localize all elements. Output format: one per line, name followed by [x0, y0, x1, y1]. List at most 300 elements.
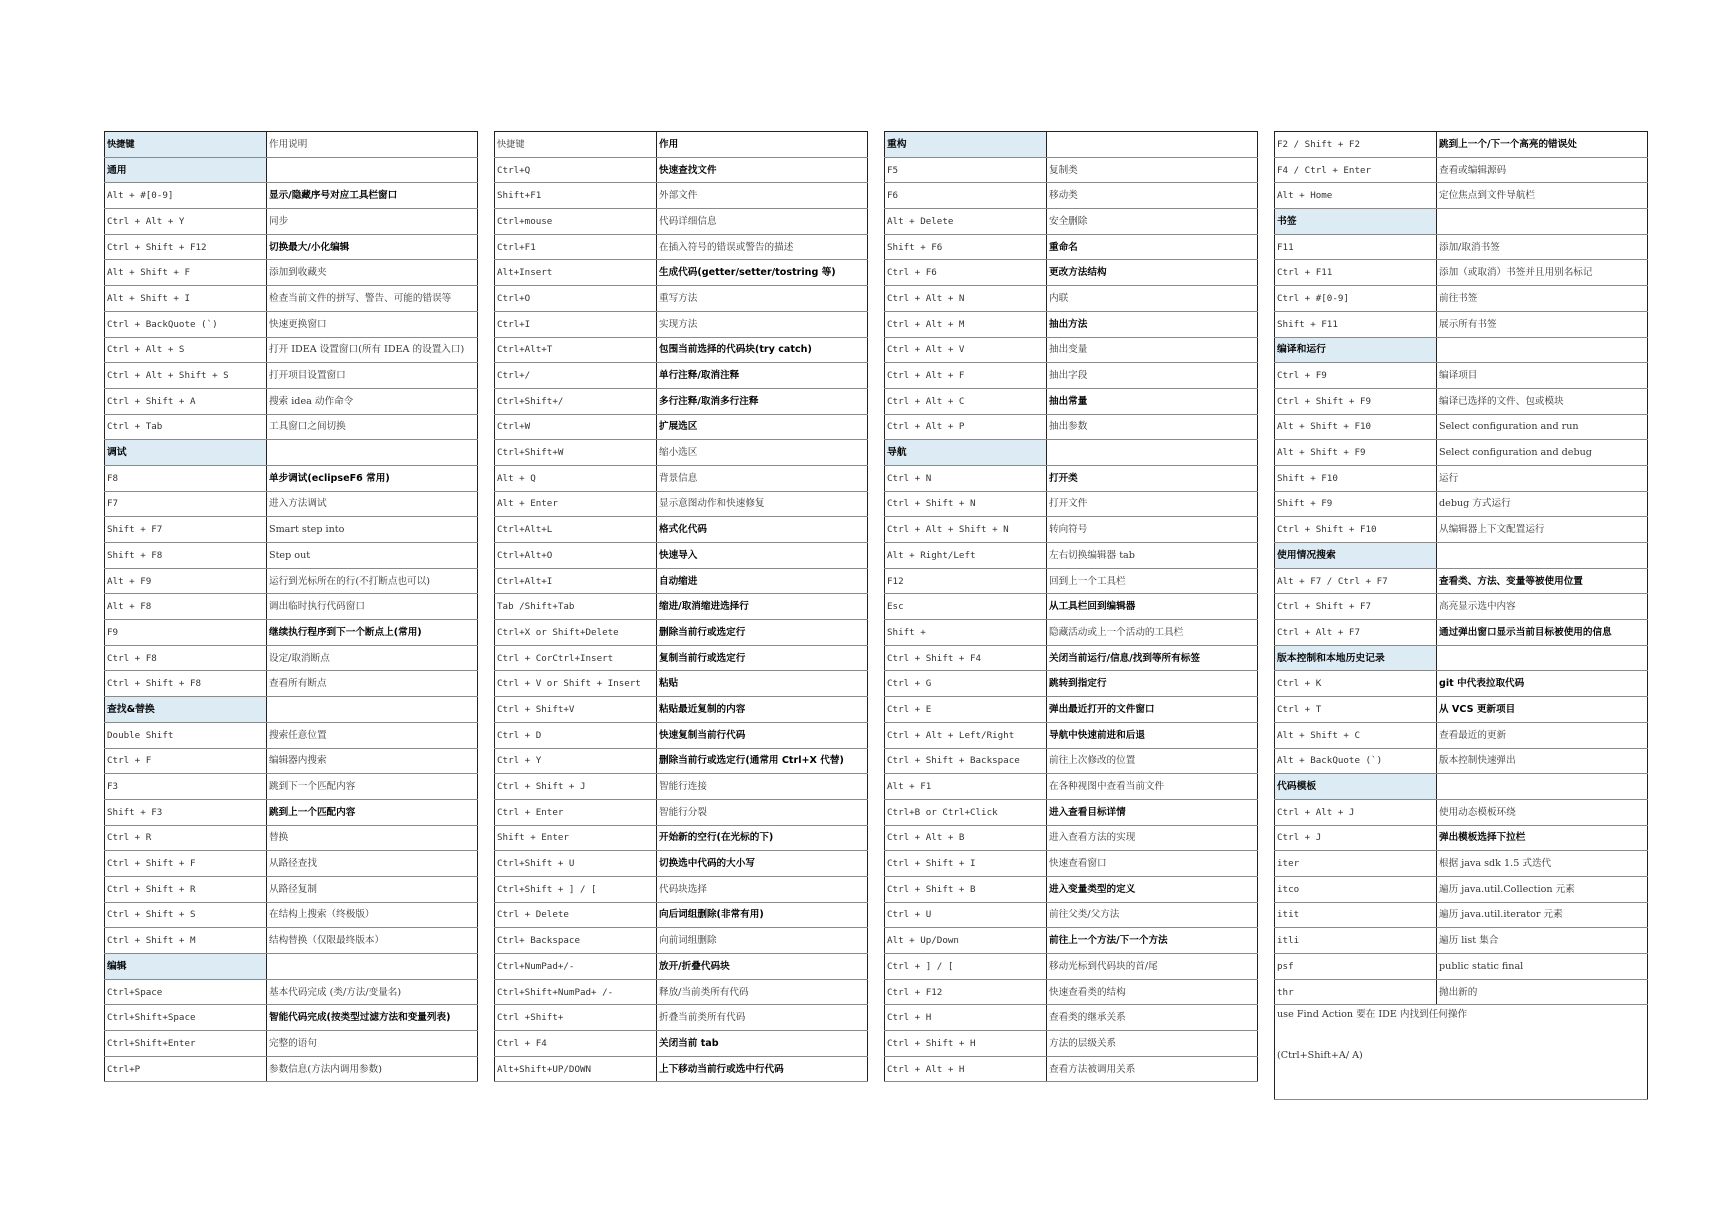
shortcut-description: 进入查看目标详情	[1047, 799, 1258, 825]
shortcut-key: Ctrl + Shift + B	[885, 876, 1047, 902]
header-desc: 作用	[657, 132, 868, 158]
table-row	[885, 491, 1258, 517]
table-row	[885, 671, 1258, 697]
shortcut-description: public static final	[1437, 954, 1648, 980]
shortcut-key: Ctrl + #[0-9]	[1275, 286, 1437, 312]
section-title: 导航	[885, 440, 1047, 466]
table-row	[105, 388, 478, 414]
shortcut-description: 关闭当前运行/信息/找到等所有标签	[1047, 645, 1258, 671]
shortcut-key: Alt + Up/Down	[885, 928, 1047, 954]
shortcut-description: 快速复制当前行代码	[657, 722, 868, 748]
shortcut-description: 抽出字段	[1047, 363, 1258, 389]
shortcut-description: 抽出常量	[1047, 388, 1258, 414]
table-row	[1275, 697, 1648, 723]
table-row	[1275, 620, 1648, 646]
shortcut-key: F9	[105, 620, 267, 646]
shortcut-table-4	[1274, 131, 1648, 1100]
table-row	[105, 465, 478, 491]
table-row	[1275, 234, 1648, 260]
shortcut-description: 从工具栏回到编辑器	[1047, 594, 1258, 620]
table-row	[885, 363, 1258, 389]
table-row	[495, 234, 868, 260]
shortcut-key: Shift +	[885, 620, 1047, 646]
table-row	[1275, 363, 1648, 389]
shortcut-description: 显示/隐藏序号对应工具栏窗口	[267, 183, 478, 209]
table-row	[495, 157, 868, 183]
shortcut-key: Ctrl + Shift + A	[105, 388, 267, 414]
section-title: 书签	[1275, 209, 1437, 235]
table-row	[885, 286, 1258, 312]
shortcut-description: 从编辑器上下文配置运行	[1437, 517, 1648, 543]
shortcut-key: Ctrl+Shift+/	[495, 388, 657, 414]
table-row	[105, 876, 478, 902]
shortcut-description: 复制类	[1047, 157, 1258, 183]
table-row	[885, 645, 1258, 671]
table-row	[885, 748, 1258, 774]
shortcut-key: Alt + Enter	[495, 491, 657, 517]
table-row	[495, 465, 868, 491]
table-row	[885, 517, 1258, 543]
shortcut-description: 从 VCS 更新项目	[1437, 697, 1648, 723]
header-key: F2 / Shift + F2	[1275, 132, 1437, 158]
shortcut-description: 打开项目设置窗口	[267, 363, 478, 389]
table-row	[105, 645, 478, 671]
table-row	[105, 799, 478, 825]
shortcut-description: 切换最大/小化编辑	[267, 234, 478, 260]
table-row	[885, 414, 1258, 440]
shortcut-key: Ctrl + U	[885, 902, 1047, 928]
shortcut-description: 搜索任意位置	[267, 722, 478, 748]
shortcut-key: F4 / Ctrl + Enter	[1275, 157, 1437, 183]
table-row	[495, 697, 868, 723]
shortcut-description: 抛出新的	[1437, 979, 1648, 1005]
shortcut-key: F11	[1275, 234, 1437, 260]
shortcut-key: iter	[1275, 851, 1437, 877]
shortcut-key: Ctrl + Shift + Backspace	[885, 748, 1047, 774]
table-row	[495, 183, 868, 209]
shortcut-key: Ctrl + Shift + H	[885, 1031, 1047, 1057]
shortcut-key: Ctrl+NumPad+/-	[495, 954, 657, 980]
shortcut-key: Ctrl+O	[495, 286, 657, 312]
shortcut-description: 左右切换编辑器 tab	[1047, 543, 1258, 569]
shortcut-key: Ctrl + Alt + H	[885, 1056, 1047, 1082]
shortcut-description: 开始新的空行(在光标的下)	[657, 825, 868, 851]
shortcut-description: 多行注释/取消多行注释	[657, 388, 868, 414]
shortcut-description: 删除当前行或选定行(通常用 Ctrl+X 代替)	[657, 748, 868, 774]
shortcut-description: 缩小选区	[657, 440, 868, 466]
table-row	[1275, 157, 1648, 183]
shortcut-key: Ctrl+P	[105, 1056, 267, 1082]
shortcut-description: 折叠当前类所有代码	[657, 1005, 868, 1031]
shortcut-key: Tab /Shift+Tab	[495, 594, 657, 620]
shortcut-key: Ctrl + Alt + Left/Right	[885, 722, 1047, 748]
note-line-1: use Find Action 要在 IDE 内找到任何操作	[1277, 1009, 1468, 1021]
shortcut-key: Alt + Shift + I	[105, 286, 267, 312]
table-row	[495, 928, 868, 954]
table-row	[1275, 183, 1648, 209]
table-row	[495, 979, 868, 1005]
shortcut-key: Ctrl + Alt + F7	[1275, 620, 1437, 646]
shortcut-description: 实现方法	[657, 311, 868, 337]
table-header-row	[885, 132, 1258, 158]
shortcut-description: 高亮显示选中内容	[1437, 594, 1648, 620]
shortcut-description: 查看或编辑源码	[1437, 157, 1648, 183]
shortcut-key: Shift + F3	[105, 799, 267, 825]
table-row	[495, 620, 868, 646]
table-row	[885, 1005, 1258, 1031]
table-row	[105, 748, 478, 774]
shortcut-key: Alt + F1	[885, 774, 1047, 800]
shortcut-key: Ctrl + Shift + M	[105, 928, 267, 954]
shortcut-key: Ctrl + Alt + Y	[105, 209, 267, 235]
shortcut-table-1	[104, 131, 478, 1082]
table-row	[495, 260, 868, 286]
shortcut-key: Ctrl+I	[495, 311, 657, 337]
section-title: 使用情况搜索	[1275, 543, 1437, 569]
table-row	[1275, 517, 1648, 543]
table-row	[105, 517, 478, 543]
shortcut-description: 向后词组删除(非常有用)	[657, 902, 868, 928]
table-row	[105, 414, 478, 440]
shortcut-key: Shift + F11	[1275, 311, 1437, 337]
shortcut-key: Ctrl + Shift + F9	[1275, 388, 1437, 414]
table-row	[495, 1031, 868, 1057]
table-row	[495, 671, 868, 697]
shortcut-key: psf	[1275, 954, 1437, 980]
shortcut-description: 进入方法调试	[267, 491, 478, 517]
table-row	[105, 286, 478, 312]
shortcut-key: Ctrl + Shift + R	[105, 876, 267, 902]
shortcut-description: 导航中快速前进和后退	[1047, 722, 1258, 748]
section-title: 编译和运行	[1275, 337, 1437, 363]
section-title: 调试	[105, 440, 267, 466]
section-blank	[267, 954, 478, 980]
shortcut-description: 包围当前选择的代码块(try catch)	[657, 337, 868, 363]
shortcut-description: 工具窗口之间切换	[267, 414, 478, 440]
shortcut-description: Smart step into	[267, 517, 478, 543]
shortcut-description: 前往父类/父方法	[1047, 902, 1258, 928]
shortcut-key: Ctrl+Shift+W	[495, 440, 657, 466]
shortcut-key: Ctrl + H	[885, 1005, 1047, 1031]
table-row	[495, 311, 868, 337]
shortcut-key: Ctrl + Alt + M	[885, 311, 1047, 337]
shortcut-key: Ctrl + BackQuote (`)	[105, 311, 267, 337]
shortcut-description: 添加到收藏夹	[267, 260, 478, 286]
shortcut-description: 结构替换（仅限最终版本）	[267, 928, 478, 954]
shortcut-key: Alt + F8	[105, 594, 267, 620]
section-row	[1275, 543, 1648, 569]
shortcut-description: 释放/当前类所有代码	[657, 979, 868, 1005]
table-row	[885, 928, 1258, 954]
shortcut-key: F8	[105, 465, 267, 491]
shortcut-key: Alt + #[0-9]	[105, 183, 267, 209]
shortcut-description: 回到上一个工具栏	[1047, 568, 1258, 594]
shortcut-description: 扩展选区	[657, 414, 868, 440]
shortcut-key: Ctrl+Shift + ] / [	[495, 876, 657, 902]
shortcut-description: 前往上次修改的位置	[1047, 748, 1258, 774]
section-blank	[1437, 543, 1648, 569]
shortcut-key: Ctrl+ Backspace	[495, 928, 657, 954]
table-row	[1275, 388, 1648, 414]
table-row	[495, 1005, 868, 1031]
shortcut-description: debug 方式运行	[1437, 491, 1648, 517]
shortcut-key: Ctrl+Alt+I	[495, 568, 657, 594]
shortcut-description: 抽出变量	[1047, 337, 1258, 363]
table-row	[885, 543, 1258, 569]
table-row	[1275, 851, 1648, 877]
section-row	[105, 697, 478, 723]
section-title: 编辑	[105, 954, 267, 980]
shortcut-key: Ctrl + ] / [	[885, 954, 1047, 980]
shortcut-description: 智能代码完成(按类型过滤方法和变量列表)	[267, 1005, 478, 1031]
shortcut-key: Ctrl + F6	[885, 260, 1047, 286]
section-row	[1275, 774, 1648, 800]
shortcut-description: 进入查看方法的实现	[1047, 825, 1258, 851]
shortcut-key: Alt + Home	[1275, 183, 1437, 209]
table-row	[885, 209, 1258, 235]
shortcut-description: 版本控制快速弹出	[1437, 748, 1648, 774]
shortcut-key: Alt + Shift + F10	[1275, 414, 1437, 440]
table-row	[495, 851, 868, 877]
table-row	[105, 363, 478, 389]
shortcut-description: 编译项目	[1437, 363, 1648, 389]
shortcut-description: 显示意图动作和快速修复	[657, 491, 868, 517]
table-row	[495, 414, 868, 440]
shortcut-key: Ctrl+Alt+L	[495, 517, 657, 543]
table-row	[495, 363, 868, 389]
shortcut-description: 遍历 list 集合	[1437, 928, 1648, 954]
shortcut-description: 外部文件	[657, 183, 868, 209]
shortcut-description: 添加/取消书签	[1437, 234, 1648, 260]
shortcut-key: Ctrl+Shift + U	[495, 851, 657, 877]
shortcut-key: Ctrl + Enter	[495, 799, 657, 825]
shortcut-key: Ctrl + Shift + F10	[1275, 517, 1437, 543]
shortcut-key: Ctrl + Shift + F7	[1275, 594, 1437, 620]
table-row	[1275, 568, 1648, 594]
shortcut-description: 删除当前行或选定行	[657, 620, 868, 646]
shortcut-description: 根据 java sdk 1.5 式迭代	[1437, 851, 1648, 877]
shortcut-description: 查看类的继承关系	[1047, 1005, 1258, 1031]
section-blank	[1047, 440, 1258, 466]
table-row	[105, 1005, 478, 1031]
table-row	[495, 337, 868, 363]
shortcut-description: 重写方法	[657, 286, 868, 312]
shortcut-key: Ctrl+B or Ctrl+Click	[885, 799, 1047, 825]
shortcut-key: Ctrl + Alt + S	[105, 337, 267, 363]
shortcut-key: Ctrl + K	[1275, 671, 1437, 697]
table-row	[885, 722, 1258, 748]
table-row	[1275, 722, 1648, 748]
table-row	[495, 286, 868, 312]
table-row	[495, 954, 868, 980]
shortcut-key: Shift + F9	[1275, 491, 1437, 517]
shortcut-key: Alt + BackQuote (`)	[1275, 748, 1437, 774]
table-row	[105, 851, 478, 877]
table-row	[495, 568, 868, 594]
section-blank	[1437, 645, 1648, 671]
shortcut-description: 通过弹出窗口显示当前目标被使用的信息	[1437, 620, 1648, 646]
shortcut-key: Ctrl + Shift + F8	[105, 671, 267, 697]
header-key: 快捷键	[495, 132, 657, 158]
table-row	[495, 748, 868, 774]
table-row	[885, 825, 1258, 851]
table-row	[1275, 748, 1648, 774]
shortcut-key: Ctrl + Alt + F	[885, 363, 1047, 389]
shortcut-key: Alt + Shift + F	[105, 260, 267, 286]
shortcut-key: Ctrl+F1	[495, 234, 657, 260]
table-row	[885, 568, 1258, 594]
shortcut-key: Ctrl + Shift + F	[105, 851, 267, 877]
note-line-2: (Ctrl+Shift+A/ A)	[1277, 1050, 1363, 1062]
table-row	[495, 517, 868, 543]
shortcut-description: 放开/折叠代码块	[657, 954, 868, 980]
shortcut-description: 前往书签	[1437, 286, 1648, 312]
table-row	[105, 774, 478, 800]
shortcut-key: itit	[1275, 902, 1437, 928]
table-row	[105, 491, 478, 517]
shortcut-description: 调出临时执行代码窗口	[267, 594, 478, 620]
table-row	[885, 260, 1258, 286]
table-row	[495, 722, 868, 748]
shortcut-description: 编辑器内搜索	[267, 748, 478, 774]
shortcut-key: Ctrl+Alt+T	[495, 337, 657, 363]
shortcut-description: 上下移动当前行或选中行代码	[657, 1056, 868, 1082]
shortcut-description: 设定/取消断点	[267, 645, 478, 671]
shortcut-key: Ctrl + N	[885, 465, 1047, 491]
shortcut-description: 复制当前行或选定行	[657, 645, 868, 671]
shortcut-key: F3	[105, 774, 267, 800]
find-action-note	[1275, 1005, 1648, 1100]
shortcut-key: Ctrl+Shift+NumPad+ /-	[495, 979, 657, 1005]
table-row	[105, 183, 478, 209]
section-blank	[1437, 774, 1648, 800]
shortcut-key: Double Shift	[105, 722, 267, 748]
shortcut-key: Ctrl + Alt + Shift + S	[105, 363, 267, 389]
header-desc: 作用说明	[267, 132, 478, 158]
table-row	[885, 337, 1258, 363]
section-title: 代码模板	[1275, 774, 1437, 800]
table-row	[885, 902, 1258, 928]
section-title: 查找&替换	[105, 697, 267, 723]
shortcut-description: 在结构上搜索（终极版）	[267, 902, 478, 928]
shortcut-key: Alt + F9	[105, 568, 267, 594]
shortcut-key: Ctrl + Alt + C	[885, 388, 1047, 414]
table-row	[105, 311, 478, 337]
shortcut-description: 转向符号	[1047, 517, 1258, 543]
shortcut-key: Ctrl+W	[495, 414, 657, 440]
table-row	[1275, 260, 1648, 286]
section-title: 重构	[885, 132, 1047, 158]
shortcut-description: 基本代码完成 (类/方法/变量名)	[267, 979, 478, 1005]
shortcut-key: Ctrl + Shift + S	[105, 902, 267, 928]
shortcut-key: Ctrl + CorCtrl+Insert	[495, 645, 657, 671]
section-blank	[1437, 209, 1648, 235]
table-row	[105, 979, 478, 1005]
shortcut-key: Ctrl + Alt + N	[885, 286, 1047, 312]
shortcut-key: Ctrl+/	[495, 363, 657, 389]
shortcut-description: 关闭当前 tab	[657, 1031, 868, 1057]
note-row	[1275, 1005, 1648, 1100]
shortcut-description: 粘贴最近复制的内容	[657, 697, 868, 723]
table-row	[885, 851, 1258, 877]
shortcut-description: 单步调试(eclipseF6 常用)	[267, 465, 478, 491]
table-row	[495, 799, 868, 825]
shortcut-key: Ctrl+Space	[105, 979, 267, 1005]
table-row	[495, 440, 868, 466]
table-row	[495, 774, 868, 800]
shortcut-description: 在各种视图中查看当前文件	[1047, 774, 1258, 800]
shortcut-key: Ctrl + T	[1275, 697, 1437, 723]
shortcut-description: 快速查看类的结构	[1047, 979, 1258, 1005]
shortcut-description: 编译已选择的文件、包或模块	[1437, 388, 1648, 414]
shortcut-description: Select configuration and debug	[1437, 440, 1648, 466]
shortcut-description: 打开 IDEA 设置窗口(所有 IDEA 的设置入口)	[267, 337, 478, 363]
table-row	[885, 774, 1258, 800]
table-row	[495, 388, 868, 414]
shortcut-key: Alt+Shift+UP/DOWN	[495, 1056, 657, 1082]
section-row	[1275, 337, 1648, 363]
shortcut-description: 前往上一个方法/下一个方法	[1047, 928, 1258, 954]
section-blank	[1437, 337, 1648, 363]
shortcut-description: 代码详细信息	[657, 209, 868, 235]
table-row	[1275, 491, 1648, 517]
shortcut-key: Alt + Shift + C	[1275, 722, 1437, 748]
shortcut-description: 查看所有断点	[267, 671, 478, 697]
section-row	[1275, 209, 1648, 235]
table-row	[495, 825, 868, 851]
table-row	[885, 620, 1258, 646]
shortcut-key: Shift + F7	[105, 517, 267, 543]
shortcut-description: 运行到光标所在的行(不打断点也可以)	[267, 568, 478, 594]
table-row	[105, 1056, 478, 1082]
table-row	[495, 902, 868, 928]
shortcut-description: 查看最近的更新	[1437, 722, 1648, 748]
shortcut-description: 切换选中代码的大小写	[657, 851, 868, 877]
table-row	[495, 543, 868, 569]
shortcut-key: Alt + Shift + F9	[1275, 440, 1437, 466]
shortcut-key: Ctrl + Delete	[495, 902, 657, 928]
shortcut-description: 生成代码(getter/setter/tostring 等)	[657, 260, 868, 286]
shortcut-key: Ctrl + F	[105, 748, 267, 774]
table-row	[105, 825, 478, 851]
shortcut-key: Ctrl + D	[495, 722, 657, 748]
shortcut-description: 从路径查找	[267, 851, 478, 877]
table-row	[1275, 594, 1648, 620]
table-row	[105, 928, 478, 954]
shortcut-description: 进入变量类型的定义	[1047, 876, 1258, 902]
shortcut-key: Ctrl + J	[1275, 825, 1437, 851]
shortcut-description: 跳到上一个匹配内容	[267, 799, 478, 825]
shortcut-description: 快速查找文件	[657, 157, 868, 183]
header-key: 快捷键	[105, 132, 267, 158]
table-row	[885, 234, 1258, 260]
shortcut-key: Shift + Enter	[495, 825, 657, 851]
table-row	[1275, 440, 1648, 466]
shortcut-key: F5	[885, 157, 1047, 183]
table-row	[105, 620, 478, 646]
shortcut-description: 同步	[267, 209, 478, 235]
table-header-row	[495, 132, 868, 158]
shortcut-key: Ctrl + Shift + F12	[105, 234, 267, 260]
shortcut-key: Ctrl + R	[105, 825, 267, 851]
shortcut-description: 参数信息(方法内调用参数)	[267, 1056, 478, 1082]
table-row	[1275, 902, 1648, 928]
table-row	[495, 1056, 868, 1082]
table-row	[885, 594, 1258, 620]
shortcut-key: Ctrl+Q	[495, 157, 657, 183]
shortcut-description: 弹出最近打开的文件窗口	[1047, 697, 1258, 723]
shortcut-description: 代码块选择	[657, 876, 868, 902]
